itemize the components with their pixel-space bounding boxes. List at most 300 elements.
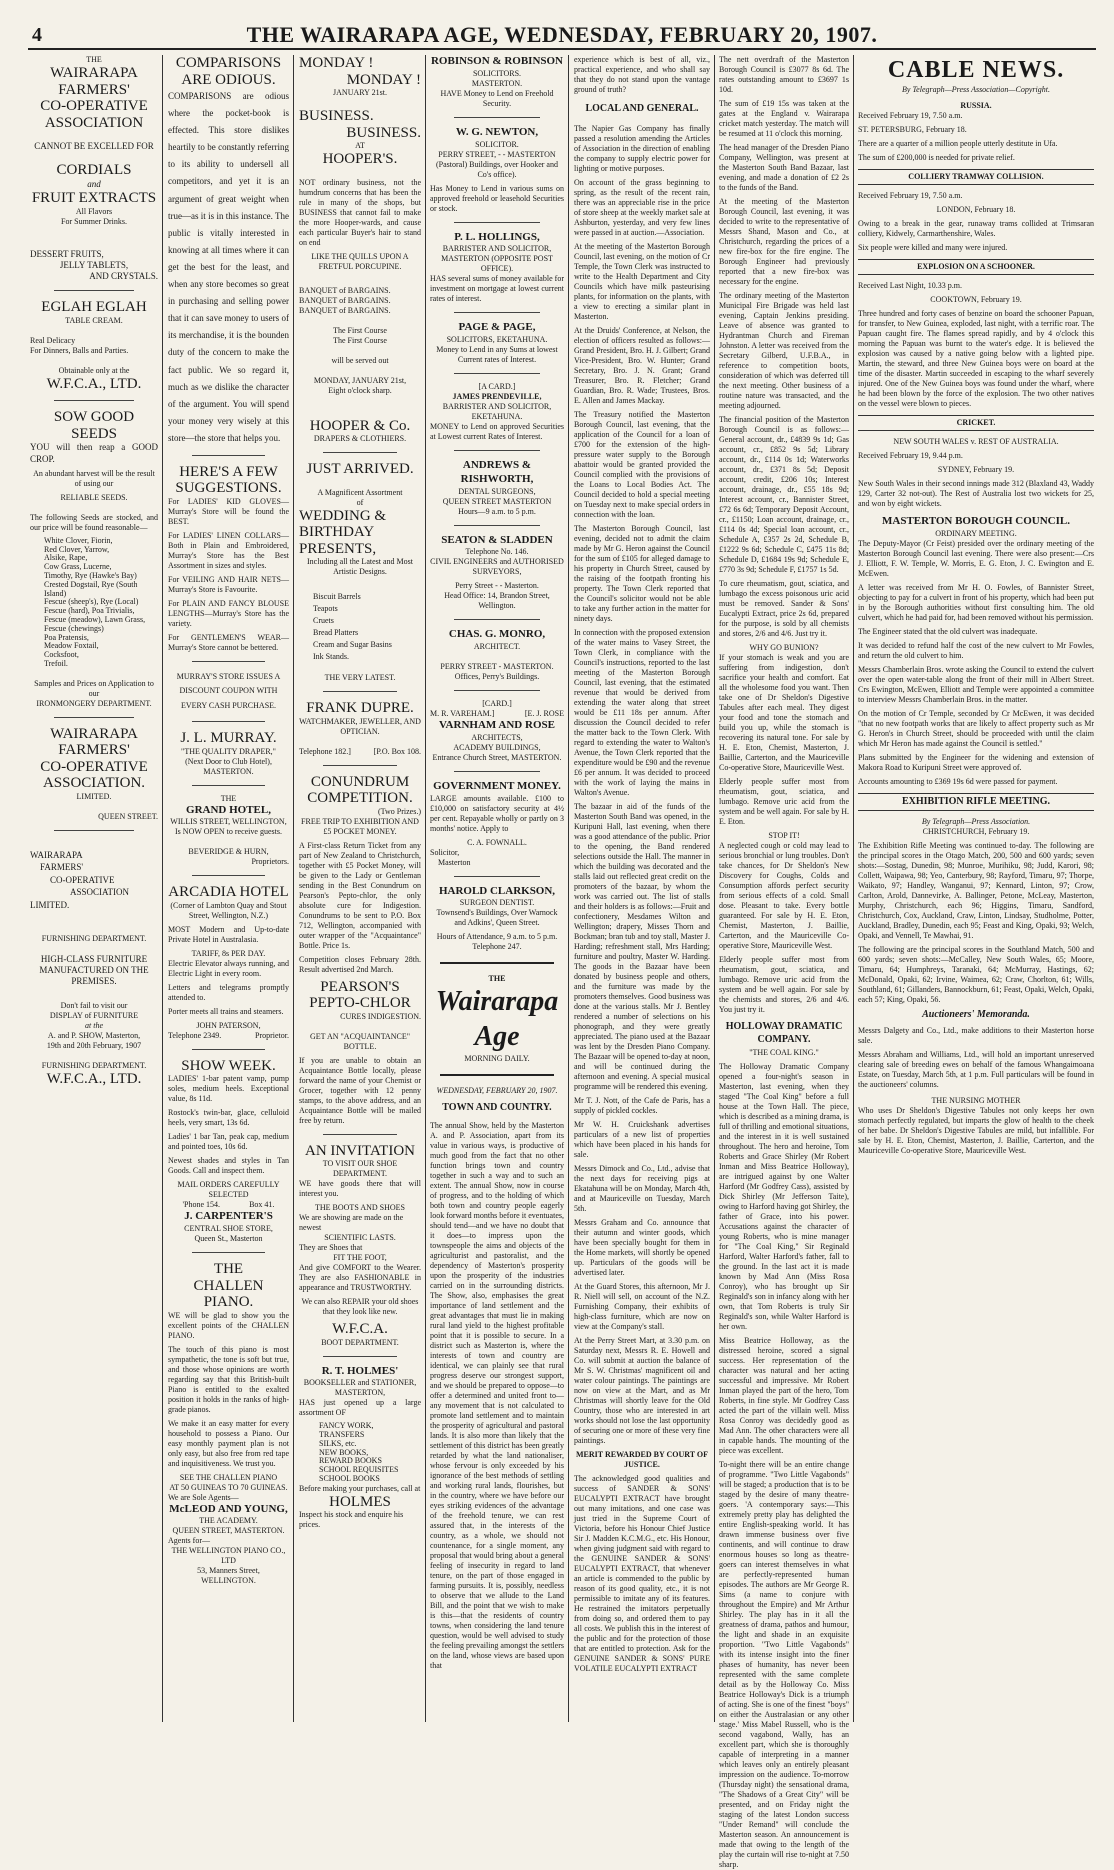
ad-text: Queen St., Masterton: [194, 1234, 263, 1244]
ad-text: HAS just opened up a large assortment OF: [299, 1398, 421, 1418]
article-paragraph: Messrs Abraham and Williams, Ltd., will hold an important unreserved clearing sale of breeding ewes on behalf of the famous Whangaimoana Estate, on Tuesday, March 5th, at 1 p.m. Full particulars will be found in the auctioneers' columns.: [858, 1049, 1094, 1089]
article-paragraph: Six people were killed and many were injured.: [858, 243, 1008, 252]
ad-text: SURGEON DENTIST.: [459, 898, 535, 908]
section-heading: MASTERTON BOROUGH COUNCIL.: [882, 515, 1070, 527]
ad-text: [CARD.]: [482, 699, 512, 708]
ad-heading: ROBINSON & ROBINSON: [430, 55, 564, 67]
ad-text: COMPARISONS are odious where the pocket-book is effected. This store dislikes heartily to be constantly referring to its ability to undersell all competitors, and yet it is an argument of great weight when true—as it is in this instance. The public is vitally interested in knowing at all times where it can get the best for the least, and when any store becomes so great in purchasing and selling power that it can save money to users of its merchandise, it is the bounden duty of the concern to make the fact public. We so regard it, much as we dislike the character of the argument. You will spend your money very wisely at this store—the store that helps you.: [168, 91, 289, 443]
ad-text: YOU will then reap a GOOD CROP.: [30, 442, 158, 464]
article-paragraph: SYDNEY, February 19.: [937, 465, 1015, 474]
ad-heading: BUSINESS.: [346, 124, 421, 141]
ad-text: The First Course: [333, 325, 387, 335]
ad-heading: CHAS. G. MONRO,: [448, 628, 546, 641]
ad-text: Solicitor,: [430, 847, 460, 857]
ad-text: C. A. FOWNALL.: [467, 837, 527, 847]
ad-text: Is NOW OPEN to receive guests.: [175, 827, 282, 837]
column-2: [168, 55, 289, 1722]
ad-text: Before making your purchases, call at: [299, 1483, 421, 1493]
ad-text: THE WELLINGTON PIANO CO., LTD: [171, 1546, 286, 1566]
ad-heading: CO-OPERATIVE: [40, 98, 148, 114]
article-paragraph: The financial position of the Masterton Borough Council is as follows:—General account, dr., £4839 9s 1d; Gas account, cr., £852 9s 5d; Library account, dr., £114 0s 1d; Waterworks account, dr., £371 8s 5d; Deposit account, credit, £206 10s; Interest account, drainage, dr., £55 18s 9d; Interest account, cr., Bannister Street, £72 6s 6d; Temporary Deposit Account, cr., £1150; Loan account, drainage, cr., £114 0s 4d; Special loan account, cr., Schedule A, £357 2s 2d, Schedule B, £1222 9s 6d; Schedule C, £475 11s 8d; Schedule D, £1684 19s 9d; Schedule E, £770 3s 9d; Schedule F, £1757 1s 5d.: [719, 415, 849, 574]
section-heading: EXPLOSION ON A SCHOONER.: [858, 259, 1094, 275]
seed-item: Crested Dogstail, Rye (South Island): [44, 579, 138, 598]
ad-heading: CHALLEN: [193, 1277, 264, 1294]
list-item: SCHOOL REQUISITES: [319, 1465, 399, 1475]
section-heading: MERIT REWARDED BY COURT OF JUSTICE.: [575, 1449, 709, 1469]
list-item: TRANSFERS: [319, 1430, 365, 1440]
ad-text: WILLIS STREET, WELLINGTON,: [170, 817, 287, 827]
ad-text: All Flavors: [75, 206, 113, 216]
ad-heading: FRUIT EXTRACTS: [31, 190, 157, 206]
column-4: [430, 55, 564, 1722]
ad-heading: JUST ARRIVED.: [306, 461, 414, 477]
ad-heading: McLEOD AND YOUNG,: [169, 1502, 288, 1515]
ad-heading: ASSOCIATION.: [42, 775, 146, 792]
article-paragraph: At the Guard Stores, this afternoon, Mr J. R. Niell will sell, on account of the N.Z. Furnishing Company, their exhibits of high-class furniture, which are now on view at the Company's stall.: [574, 1281, 710, 1331]
ad-text: 19th and 20th February, 1907: [46, 1041, 142, 1051]
ad-heading: CONUNDRUM: [310, 773, 410, 790]
ad-heading: J. CARPENTER'S: [184, 1210, 273, 1223]
column-5: [574, 55, 710, 1722]
article-paragraph: On account of the grass beginning to spring, as the result of the recent rain, there was an appreciable rise in the price of store sheep at the weekly market sale at Ashburton, yesterday, and very few lines were passed in at auction.—Association.: [574, 177, 710, 237]
ad-heading: WHY GO BUNION?: [749, 643, 819, 652]
seed-item: Fescue (sheep's), Rye (Local): [44, 597, 139, 607]
article-paragraph: There are a quarter of a million people utterly destitute in Ufa.: [858, 139, 1058, 148]
ad-heading: PAGE & PAGE,: [458, 321, 536, 334]
section-subheading: By Telegraph—Press Association—Copyright.: [902, 85, 1050, 94]
list-item: NEW BOOKS,: [319, 1447, 369, 1457]
ad-text: BANQUET of BARGAINS.: [299, 295, 391, 305]
ad-text: An abundant harvest will be the result of using our: [33, 468, 155, 488]
ad-text: Who uses Dr Sheldon's Digestive Tabules not only keeps her own stomach perfectly regulated, but imparts the glow of health to the cheek of her babe. Dr Sheldon's Digestive Tabules are mild, but infallible. For sale by H. E. Eton, Chemist, Masterton, J. Baillie, Carterton, and the Mauriceville Co-operative Store, Mauriceville West.: [858, 1105, 1094, 1155]
ad-text: TARIFF, 8s PER DAY.: [191, 948, 266, 958]
ad-text: Townsend's Buildings, Over Warnock and Adkins', Queen Street.: [436, 908, 558, 928]
article-paragraph: To cure rheumatism, gout, sciatica, and lumbago the excess poisonous uric acid must be removed. Sander & Sons' Eucalypti Extract, price 2s 6d, prepared for the purpose, is sold by all chemists and stores, 2/6 and 4/6. Just try it.: [719, 579, 849, 638]
ad-text: WATCHMAKER, JEWELLER, AND OPTICIAN.: [299, 716, 421, 736]
column-6: [719, 55, 849, 1869]
column-rule: [425, 55, 426, 1722]
ad-heading: J. L. MURRAY.: [180, 730, 277, 747]
ad-heading: WAIRARAPA: [50, 65, 138, 81]
ad-text: (Two Prizes.): [378, 806, 421, 816]
ad-text: [P.O. Box 108.: [373, 746, 421, 756]
ad-text: Don't fail to visit our: [60, 1001, 128, 1011]
article-paragraph: The Exhibition Rifle Meeting was continued to-day. The following are the principal scores in the Otago Match, 200, 500 and 600 yards; seven shots:—Sostag, Dunedin, 98; Munroe, Murihiku, 98; Judd, Karori, 98; Collett, Waipawa, 98; Yeo, Canterbury, 98; Rayford, Timaru, 97; Thorpe, Waikato, 97; Handley, Wanganui, 97; Kennard, Linton, 97; Crow, Carlton, Arold, Dannevirke, A. Ballinger, Petone, McLeay, Masterton, Murphy, Christchurch, each 96; Higgins, Timaru, Sandford, Christchurch, Cox, Auckland, Craw, Linton, Lindsay, Studholme, Potter, Auckland, Bradley, Dunedin, each 95; Feast and King, Opaki, 93; Welch, Opaki, and Vennell, Te Mawhai, 91.: [858, 841, 1094, 941]
seed-item: Timothy, Rye (Hawke's Bay): [44, 570, 137, 580]
ad-text: QUEEN STREET, MASTERTON.: [172, 1526, 285, 1536]
ad-text: A. and P. SHOW, Masterton,: [47, 1031, 141, 1041]
ad-heading: W. G. NEWTON,: [455, 125, 539, 138]
ad-text: FREE TRIP TO EXHIBITION AND £5 POCKET MONEY.: [301, 816, 419, 836]
article-paragraph: The Treasury notified the Masterton Borough Council, last evening, that the application of the Council for a loan of £700 for the extension of the high-pressure water supply to the Borough abattoir would be granted provided the Council complied with the provisions of the Loans to Local Bodies Act. The Council decided to hold a special meeting on Tuesday next to make special orders in connection with the loan.: [574, 409, 710, 519]
ad-text: SOLICITORS, EKETAHUNA.: [446, 335, 548, 344]
ad-heading: SEATON & SLADDEN: [441, 533, 553, 546]
seed-item: Fescue (meadow), Lawn Grass,: [44, 614, 146, 624]
seed-item: Alsike, Rape,: [44, 553, 88, 563]
ad-heading: STOP IT!: [768, 831, 800, 840]
ad-text: PERRY STREET - MASTERTON.: [440, 662, 554, 671]
ad-text: BOOKSELLER and STATIONER,: [303, 1378, 417, 1388]
section-subheading: By Telegraph—Press Association.: [921, 817, 1031, 827]
ad-text: BARRISTER AND SOLICITOR,: [442, 402, 552, 411]
article-paragraph: A neglected cough or cold may lead to serious bronchial or lung troubles. Don't take chances, for Dr Sheldon's New Discovery for Coughs, Colds and Consumption affords perfect security from serious effects of a cold. Small dose. Pleasant to take. Every bottle guaranteed. For sale by H. E. Eton, Chemist, Masterton, J. Baillie, Carterton, and the Mauriceville Co-operative Store, Mauriceville West.: [719, 841, 849, 950]
section-subheading: ORDINARY MEETING.: [935, 528, 1017, 538]
section-heading: Auctioneers' Memoranda.: [922, 1009, 1030, 1021]
cable-news-heading: CABLE NEWS.: [887, 57, 1065, 83]
ad-text: LADIES' 1-bar patent vamp, pump soles, medium heels. Exceptional value, 8s 11d.: [168, 1074, 289, 1104]
ad-text: AND CRYSTALS.: [89, 271, 158, 281]
ad-text: A First-class Return Ticket from any part of New Zealand to Christchurch, together with £5 Pocket Money, will be given to the Lady or Gentleman sending in the Best Conundrum on Pearson's Pepto-chlor, the only absolute cure for Indigestion. Conundrums to be sent to P.O. Box 712, Wellington, accompanied with outer wrapper of the "Acquaintance" Bottle. Price 1s.: [299, 840, 421, 950]
ad-text: Samples and Prices on Application to our: [34, 678, 154, 698]
ad-text: THE BOOTS AND SHOES: [314, 1203, 405, 1212]
ad-text: CANNOT BE EXCELLED FOR: [34, 141, 154, 151]
ad-text: Telephone 2349.: [168, 1030, 222, 1040]
ad-text: THE: [220, 793, 237, 803]
ad-heading: HOOPER & Co.: [309, 417, 411, 434]
ad-text: MASTERTON.: [203, 766, 254, 776]
ad-text: "THE QUALITY DRAPER,": [181, 746, 276, 756]
ad-text: HIGH-CLASS FURNITURE MANUFACTURED ON THE PREMISES.: [39, 953, 149, 987]
section-heading: LOCAL AND GENERAL.: [585, 103, 699, 114]
list-item: Ink Stands.: [313, 652, 349, 661]
ad-text: We can also REPAIR your old shoes that they look like new.: [301, 1297, 419, 1316]
column-rule: [293, 55, 294, 1722]
ad-text: FIT THE FOOT,: [333, 1253, 387, 1262]
ad-text: HAVE Money to Lend on Freehold Security.: [440, 88, 554, 108]
ad-text: THE VERY LATEST.: [324, 673, 396, 682]
ad-text: If you are unable to obtain an Acquaintance Bottle locally, please forward the name of your Chemist or Grocer, together with 12 penny stamps, to the above address, and an Acquaintance Bottle will be mailed free by return.: [299, 1055, 421, 1125]
ad-text: WE have goods there that will interest you.: [299, 1179, 421, 1198]
article-paragraph: NEW SOUTH WALES v. REST OF AUSTRALIA.: [893, 437, 1059, 446]
ad-text: The touch of this piano is most sympathetic, the tone is soft but true, and those whose opinions are worth regarding say that this British-built Piano is entitled to the exalted position it holds in the ranks of high-grade pianos.: [168, 1344, 289, 1414]
ad-heading: MONDAY !: [346, 71, 421, 88]
ad-text: JANUARY 21st.: [333, 88, 387, 97]
ad-text: LARGE amounts available. £100 to £10,000 on satisfactory security at 4½ per cent. Repayable wholly or partly on 3 months' notice. Apply to: [430, 793, 564, 833]
ad-heading: EGLAH EGLAH: [41, 299, 147, 316]
ad-text: Inspect his stock and enquire his prices.: [299, 1510, 404, 1530]
ad-text: IRONMONGERY DEPARTMENT.: [36, 698, 152, 708]
ad-heading: PEPTO-CHLOR: [309, 995, 411, 1011]
newspaper-nameplate: Wairarapa Age: [435, 986, 559, 1053]
ad-text: For GENTLEMEN'S WEAR—Murray's Store cannot be bettered.: [168, 632, 289, 652]
ad-text: GET AN "ACQUAINTANCE" BOTTLE.: [310, 1031, 410, 1051]
column-rule: [714, 55, 715, 1722]
article-paragraph: Three hundred and forty cases of benzine on board the schooner Papuan, for transfer, to New Guinea, exploded, last night, with a terrific roar. The Papuan caught fire. The flames spread rapidly, and by 4 o'clock this morning the Papuan was burnt to the water's edge. It is believed the explosion was caused by a native going below with a lighted pipe. Martin, the steward, and three New Guinea boys were on board at the time of the disaster. Martin succeeded in escaping to the wharf severely injured. One of the New Guinea boys was found under the wharf, where he had been blown by the force of the explosion. The two other natives on the vessel were blown to pieces.: [858, 309, 1094, 408]
ad-text: Competition closes February 28th. Result advertised 2nd March.: [299, 954, 421, 974]
ad-heading: HOOPER'S.: [322, 151, 398, 167]
ad-heading: PIANO.: [203, 1294, 254, 1311]
seed-item: White Clover, Fiorin,: [44, 535, 113, 545]
article-paragraph: Mr W. H. Cruickshank advertises particulars of a new list of properties which have been placed in his hands for sale.: [574, 1119, 710, 1159]
article-paragraph: Received February 19, 7.50 a.m.: [858, 111, 963, 120]
seed-item: Cocksfoot,: [44, 650, 79, 660]
ad-text: FURNISHING DEPARTMENT.: [41, 933, 147, 943]
ad-text: DISPLAY of FURNITURE: [49, 1011, 139, 1021]
ad-text: TABLE CREAM.: [65, 315, 123, 325]
list-item: Bread Platters: [313, 628, 359, 637]
logo-text: FARMERS': [40, 862, 83, 873]
ad-text: Ladies' 1 bar Tan, peak cap, medium and pointed toes, 10s 6d.: [168, 1132, 289, 1152]
ad-text: ARCHITECTS,: [471, 732, 523, 742]
article-paragraph: LONDON, February 18.: [936, 205, 1016, 214]
column-1: [30, 55, 158, 1722]
ad-heading: W.F.C.A.: [332, 1321, 388, 1337]
article-paragraph: Elderly people suffer most from rheumatism, gout, sciatica, and lumbago. Remove uric acid from the system and be well again. For sale by H. E. Eton.: [719, 777, 849, 826]
ad-text: MURRAY'S STORE ISSUES A DISCOUNT COUPON WITH EVERY CASH PURCHASE.: [176, 671, 281, 710]
ad-heading: CO-OPERATIVE: [40, 758, 148, 775]
logo-text: ASSOCIATION: [70, 887, 130, 898]
ad-text: Money to Lend in any Sums at lowest Current rates of Interest.: [436, 345, 558, 364]
ad-text: BANQUET of BARGAINS.: [299, 305, 391, 315]
seed-item: Fescue (chewings): [44, 623, 104, 633]
ad-text: [E. J. ROSE: [524, 709, 564, 718]
list-item: REWARD BOOKS: [319, 1456, 382, 1466]
column-rule: [853, 55, 854, 1722]
article-paragraph: New South Wales in their second innings made 312 (Blaxland 43, Waddy 129, Carter 32 not-out). The Rest of Australia lost two wickets for 25, and won by eight wickets.: [858, 479, 1094, 508]
article-paragraph: The bazaar in aid of the funds of the Masterton South Band was opened, in the Kuripuni Hall, last evening, when there was a good attendance of the public. Prior to the opening, the Band rendered selections outside the Hall. The manner in which the building was decorated and the stalls laid out reflected great credit on the promoters of the bazaar, by whom the work was carried out. The list of stalls and their holders is as follows:—Fruit and confectionery, Mesdames Wilton and Wellington; drapery, Misses Thorn and Bockman; bran tub and toy stall, Master J. Harding; refreshment stall, Mrs Harding; furniture and poultry, Master W. Harding. The goods in the Bazaar have been donated by business people and others, and the furniture was made by the promoters themselves. Good business was done at the various stalls. Mr J. Bentley rendered a number of selections on his phonograph, and they were greatly appreciated. The piano used at the Bazaar was lent by the Dresden Piano Company. The Bazaar will be opened to-day at noon, and will be continued during the afternoon and evening. A special musical programme will be rendered this evening.: [574, 801, 710, 1091]
article-paragraph: experience which is best of all, viz., practical experience, and who shall say that they do not stand upon the vantage ground of truth?: [574, 55, 710, 94]
wfca-logo: [30, 849, 158, 912]
ad-heading: ANDREWS & RISHWORTH,: [460, 459, 534, 485]
column-rule: [568, 55, 569, 1722]
ad-text: Porter meets all trains and steamers.: [168, 1006, 284, 1016]
ad-text: and: [87, 178, 101, 189]
ad-heading: HOLMES: [329, 1493, 391, 1510]
article-paragraph: In connection with the proposed extension of the water mains to Vasey Street, the Town Clerk, in compliance with the Council's instructions, reported to the last meeting of the Masterton Borough Council, last evening, that the estimated revenue that would be derived from extending the water along that street would be £11 18s per annum. After discussion the Council decided to refer the matter back to the Town Clerk. With regard to extending the water to Walton's Avenue, the Town Clerk reported that the expenditure would be £90 and the revenue £6 per annum. It was decided to proceed with the work of laying the mains in Walton's Avenue.: [574, 627, 710, 797]
article-paragraph: Owing to a break in the gear, runaway trams collided at Trimsaran colliery, Kidwely, Carmarthenshire, Wales.: [858, 219, 1094, 238]
article-paragraph: The acknowledged good qualities and success of SANDER & SONS' EUCALYPTI EXTRACT have brought out many imitations, and one case was just tried in the Supreme Court of Victoria, before his Honour Chief Justice Sir J. Madden K.C.M.G., etc. His Honour, when giving judgment said with regard to the GENUINE SANDER & SONS' EUCALYPTI EXTRACT, that whenever an article is commended to the public by reason of its good quality, etc., it is not permissible to imitate any of its features. He restrained the imitators perpetually from doing so, and ordered them to pay all costs. We publish this in the interest of the public and for the protection of those that are entitled to protection. Ask for the GENUINE SANDER & SONS' PURE VOLATILE EUCALYPTI EXTRACT: [574, 1473, 710, 1673]
article-paragraph: The nett overdraft of the Masterton Borough Council is £3077 8s 6d. The rates outstanding amount to £3697 1s 10d.: [719, 55, 849, 94]
ad-text: For VEILING AND HAIR NETS—Murray's Store is Favourite.: [168, 574, 289, 594]
ad-text: For PLAIN AND FANCY BLOUSE LENGTHS—Murray's Store has the variety.: [168, 598, 289, 628]
ad-heading: COMPARISONS ARE ODIOUS.: [175, 55, 282, 88]
ad-heading: VARNHAM AND ROSE: [439, 719, 555, 731]
article-paragraph: On the motion of Cr Temple, seconded by Cr McEwen, it was decided "that no new footpath works that are likely to affect property such as Mr G. Heron's in Church Street, should be proceeded with until the claim which Mr Heron has made against the Council is settled.": [858, 708, 1094, 748]
ad-heading: HAROLD CLARKSON,: [438, 884, 556, 897]
ad-text: THE ACADEMY.: [199, 1516, 258, 1526]
list-item: Biscuit Barrels: [313, 592, 361, 601]
ad-heading: SHOW WEEK.: [181, 1057, 276, 1074]
article-paragraph: The sum of £19 15s was taken at the gates at the England v. Wairarapa cricket match yesterday. The match will be resumed at 11 o'clock this morning.: [719, 99, 849, 138]
ad-heading: WAIRARAPA: [50, 725, 138, 742]
article-paragraph: The Napier Gas Company has finally passed a resolution amending the Articles of Association in the direction of enabling the company to supply electric power for lighting or motive purposes.: [574, 123, 710, 173]
logo-text: WAIRARAPA: [30, 849, 83, 860]
ad-heading: SOW GOOD SEEDS: [53, 409, 135, 442]
ad-heading: ARCADIA HOTEL: [168, 884, 289, 901]
ad-heading: FARMERS': [58, 742, 130, 759]
ad-text: Including all the Latest and Most Artistic Designs.: [307, 557, 413, 576]
ad-heading: CORDIALS: [56, 162, 132, 179]
ad-text: BARRISTER AND SOLICITOR,: [442, 244, 552, 254]
ad-heading: MONDAY !: [299, 55, 374, 71]
ad-text: Hours of Attendance, 9 a.m. to 5 p.m. Telephone 247.: [436, 932, 558, 952]
ad-text: Electric Elevator always running, and Electric Light in every room.: [168, 958, 289, 978]
list-item: SCHOOL BOOKS: [319, 1474, 380, 1484]
page-number: 4: [32, 24, 42, 46]
ad-text: SOLICITOR.: [475, 139, 519, 149]
article-paragraph: The following are the principal scores in the Southland Match, 500 and 600 yards; seven shots:—McCalley, New South Wales, 65; Moore, Timaru, 64; Humphreys, Taranaki, 64; McMurray, Hastings, 62; McDonald, Opaki, 62; Irvine, Waimea, 62; Craw, Chorlton, 61; Wills, Southland, 61; Gillanders, Bannockburn, 61; Feast, Opaki, Welch, Opaki, each 57; King, Opaki, 56.: [858, 945, 1094, 1005]
ad-text: (Next Door to Club Hotel),: [185, 756, 272, 766]
ad-text: Telephone No. 146.: [465, 547, 529, 557]
article-paragraph: Messrs Graham and Co. announce that their autumn and winter goods, which have been specially bought for them in the Home markets, will shortly be opened up. Particulars of the goods will be advertised later.: [574, 1217, 710, 1277]
ad-text: Box 41.: [249, 1200, 275, 1210]
article-paragraph: The annual Show, held by the Masterton A. and P. Association, apart from its value in various ways, is productive of much good from the fact that no other function brings town and country together in such a way and to such an extent. The annual Show, now in course of progress, and to the holding of which both town and country people eagerly look forward months before it eventuates, should tend—and we have no doubt that it does—to impress upon the townspeople the aims and objects of the agriculturist and pastoralist, and the dependency of Masterton's prosperity upon the prosperity of the industries carried on in the surrounding districts. The Show, also, emphasises the great importance of land settlement and the great advantages that must lie in making rural land yield to the highest profitable point that it is possible to secure. In a district such as Masterton is, where the interests of town and country are identical, we can plainly see that rural progress deserve our strongest support, and we should be prepared to oppose—to offer a determined and united front to—any movement that is not calculated to promote land settlement and to maintain the prosperity of agricultural and pastoral lands. It is also more than likely that the settlement of this district has been greatly retarded by what the land nationaliser, whose fervour is only exceeded by his ignorance of the best methods of settling and working rural lands, flourishes, but in the country, where we have before our eyes striking evidences of the advantage of the freehold tenure, we can rest assured that, in the interests of the country, as a whole, we should not countenance, for a single moment, any proposal that would bring about a general feeling of insecurity in regard to land tenure, on the part of those engaged in farming pursuits. It is, possibly, needless to observe that we allude to the Land Bill, and the point that we wish to make is this—that the residents of country towns, when considering the land tenure question, would be well advised to study the feeling prevailing amongst the settlers on the land, whose views are based upon that: [430, 1120, 564, 1670]
ad-text: Agents for—: [168, 1536, 210, 1546]
ad-heading: GOVERNMENT MONEY.: [433, 779, 561, 792]
ad-text: A Magnificent Assortment: [317, 487, 403, 497]
ad-heading: THE: [86, 55, 102, 64]
ad-text: SEE THE CHALLEN PIANO: [179, 1472, 278, 1482]
ad-heading: ASSOCIATION: [44, 114, 144, 131]
seed-item: Meadow Foxtail,: [44, 641, 99, 651]
article-paragraph: The sum of £200,000 is needed for private relief.: [858, 153, 1015, 162]
ad-text: DRAPERS & CLOTHIERS.: [313, 434, 407, 443]
newspaper-label: THE: [488, 974, 506, 984]
ad-text: SCIENTIFIC LASTS.: [324, 1233, 396, 1242]
ad-text: Hours—9 a.m. to 5 p.m.: [458, 506, 536, 516]
ad-text: The following Seeds are stocked, and our price will be found reasonable—: [30, 512, 158, 532]
article-paragraph: It was decided to refund half the cost of the new culvert to Mr Fowles, and return the old culvert to him.: [858, 640, 1094, 660]
ad-text: AT 50 GUINEAS TO 70 GUINEAS.: [169, 1482, 288, 1492]
ad-text: For LADIES' KID GLOVES—Murray's Store will be found the BEST.: [168, 496, 289, 526]
ad-text: For Summer Drinks.: [61, 216, 127, 226]
article-paragraph: The ordinary meeting of the Masterton Municipal Fire Brigade was held last evening, Captain Jenkins presiding. Leave of absence was granted to Hydrantman Church and Fireman Johnston. A letter was received from the Secretary Gilberd, U.F.B.A., in reference to competition boots, consideration of which was deferred till the next meeting. Other business of a routine nature was transacted, and the meeting adjourned.: [719, 291, 849, 410]
article-paragraph: The Holloway Dramatic Company opened a four-night's season in Masterton, last evening, when they staged "The Coal King" before a full house at the Town Hall. The piece, which is described as a mining drama, is full of thrilling and emotional situations, and the interest in it is well sustained throughout. The hero and heroine, Tom Roberts and Grace Shirley (Mr Robert Inman and Miss Beatrice Holloway), are intrigued against by one Walter Harford (Mr Godfrey Cass), assisted by Dick Shirley (Mr Jefferson Taite), owing to Harford having got Shirley, the father of Grace, into his power. Accusations against the character of young Roberts, who is mine manager for "The Coal King," Sir Reginald Harford, Walter Harford's father, fall to the ground. In the last act it is made known by Mad Ann (Miss Rosa Conroy), who has brought up Sir Reginald's son in infancy along with her own, that Tom Roberts is truly Sir Reginald's son, while Walter Harford is her own.: [719, 1062, 849, 1331]
section-heading: CRICKET.: [858, 415, 1094, 431]
ad-text: FURNISHING DEPARTMENT.: [41, 1061, 147, 1071]
ad-text: Telephone 182.]: [299, 746, 351, 756]
ad-text: Eight o'clock sharp.: [328, 385, 392, 395]
ad-text: Letters and telegrams promptly attended to.: [168, 982, 289, 1002]
ad-text: DESSERT FRUITS,: [30, 248, 104, 259]
list-item: Cruets: [313, 616, 334, 625]
logo-text: CO-OPERATIVE: [50, 874, 115, 885]
ad-text: TO VISIT OUR SHOE DEPARTMENT.: [322, 1159, 398, 1178]
ad-text: JOHN PATERSON,: [196, 1020, 261, 1030]
ad-text: Masterton: [438, 857, 471, 867]
ad-text: BOOT DEPARTMENT.: [321, 1337, 399, 1347]
ad-text: And give COMFORT to the Wearer. They are also FASHIONABLE in appearance and TRUSTWORTHY.: [299, 1263, 421, 1292]
ad-text: Real Delicacy: [30, 335, 76, 345]
ad-text: We are Sole Agents—: [168, 1492, 239, 1502]
article-paragraph: COOKTOWN, February 19.: [930, 295, 1022, 304]
section-subheading: "THE COAL KING.": [749, 1048, 819, 1057]
ad-text: LIKE THE QUILLS UPON A FRETFUL PORCUPINE.: [311, 251, 409, 271]
ad-text: CENTRAL SHOE STORE,: [184, 1224, 273, 1234]
article-paragraph: If your stomach is weak and you are suffering from indigestion, don't sacrifice your health and comfort. Eat all the wholesome food you want. Then take one of Dr Sheldon's Digestive Tabules after each meal. They digest your food and tone the stomach and build you up, while the stomach is recovering its natural tone. For sale by H. E. Eton, Chemist, Masterton, J. Baillie, Carterton, and the Mauriceville Co-operative Store, Mauriceville West.: [719, 653, 849, 772]
ad-text: Entrance Church Street, MASTERTON.: [432, 752, 562, 762]
ad-text: NOT ordinary business, not the humdrum concerns that has been the rule in many of the shops, but BUSINESS that cannot fail to make the more Hooper-wards, and cause each particular Buyer's hair to stand on end: [299, 177, 421, 247]
ad-text: AT: [355, 141, 365, 150]
article-paragraph: At the meeting of the Masterton Borough Council, last evening, it was decided to write to the representative of Messrs Shand, Mason and Co., at Christchurch, regarding the prices of a new fire-box for the fire engine. The Borough Engineer had previously reported that a new fire-box was necessary for the engine.: [719, 197, 849, 286]
ad-text: SOLICITORS.: [472, 68, 522, 78]
list-item: Cream and Sugar Basins: [313, 640, 392, 649]
article-paragraph: Miss Beatrice Holloway, as the distressed heroine, scored a signal success. Her representation of the character was natural and her acting successful and impressive. Mr Robert Inman played the part of the hero, Tom Roberts, in fine style. Mr Godfrey Cass acted the part of the villain well. Miss Rosa Conroy was decidedly good as Mad Ann. The other characters were all in capable hands. The mounting of the piece was excellent.: [719, 1336, 849, 1455]
ad-heading: THE NURSING MOTHER: [931, 1095, 1021, 1105]
ad-heading: WEDDING & BIRTHDAY PRESENTS,: [299, 507, 387, 557]
masthead: [28, 22, 1096, 50]
ad-heading: W.F.C.A., LTD.: [46, 1071, 142, 1088]
ad-text: Offices, Perry's Buildings.: [454, 672, 540, 681]
article-paragraph: At the Druids' Conference, at Nelson, the election of officers resulted as follows:—Grand President, Bro. H. J. Gilbert; Grand Vice-President, Bro. W. Hunter; Grand Secretary, Bro. J. N. Grant; Grand Treasurer, Bro. R. Fletcher; Grand Guardian, Bro. R. Wade; Trustees, Bros. E. Allen and James Mackay.: [574, 325, 710, 405]
ad-text: Newest shades and styles in Tan Goods. Call and inspect them.: [168, 1156, 289, 1176]
ad-text: EKETAHUNA.: [471, 412, 523, 421]
dateline: WEDNESDAY, FEBRUARY 20, 1907.: [436, 1086, 558, 1096]
ad-heading: GRAND HOTEL,: [186, 803, 271, 816]
article-paragraph: The head manager of the Dresden Piano Company, Wellington, was present at the Masterton South Band Bazaar, last evening, and made a donation of £2 2s to the funds of the Band.: [719, 143, 849, 192]
logo-text: LIMITED.: [30, 900, 70, 911]
ad-text: CIVIL ENGINEERS and AUTHORISED SURVEYORS,: [430, 557, 564, 577]
column-rule: [162, 55, 163, 1722]
ad-heading: FARMERS': [58, 81, 130, 98]
ad-text: Obtainable only at the: [58, 365, 130, 375]
article-paragraph: ST. PETERSBURG, February 18.: [858, 125, 967, 134]
article-paragraph: CHRISTCHURCH, February 19.: [922, 827, 1030, 837]
masthead-title: THE WAIRARAPA AGE, WEDNESDAY, FEBRUARY 20, 1907.: [246, 22, 878, 47]
ad-text: will be served out: [331, 355, 389, 365]
ad-text: Proprietor.: [255, 1030, 289, 1040]
seed-item: Poa Pratensis,: [44, 632, 89, 642]
ad-text: WE will be glad to show you the excellent points of the CHALLEN PIANO.: [168, 1310, 289, 1340]
article-paragraph: Received Last Night, 10.33 p.m.: [858, 281, 962, 290]
ad-text: Proprietors.: [251, 857, 289, 867]
ad-text: WELLINGTON.: [201, 1576, 256, 1586]
article-paragraph: A letter was received from Mr H. O. Fowles, of Bannister Street, objecting to pay for a culvert in front of his property, which had been put in by the Borough authorities without first consulting him. The old culvert, which he had paid for, had been removed without his permission.: [858, 582, 1094, 622]
article-paragraph: Messrs Dalgety and Co., Ltd., make additions to their Masterton horse sale.: [858, 1025, 1094, 1045]
ad-heading: P. L. HOLLINGS,: [454, 230, 540, 243]
section-heading: TOWN AND COUNTRY.: [442, 1102, 552, 1114]
section-heading: COLLIERY TRAMWAY COLLISION.: [858, 169, 1094, 185]
ad-text: Rostock's twin-bar, glace, celluloid heels, very smart, 13s 6d.: [168, 1108, 289, 1128]
ad-text: of: [356, 497, 364, 507]
article-paragraph: At the Perry Street Mart, at 3.30 p.m. on Saturday next, Messrs R. E. Howell and Co. will submit at auction the balance of Mr S. W. Christmas' magnificent oil and water colour paintings. The paintings are now on view at the Mart, and as Mr Christmas will shortly leave for the Old Country, those who are interested in art works should not lose the last opportunity of securing one or more of these very fine paintings.: [574, 1335, 710, 1445]
ad-heading: HERE'S A FEW SUGGESTIONS.: [175, 463, 282, 497]
ad-text: MASTERTON.: [471, 78, 523, 88]
ad-text: 53, Manners Street,: [197, 1566, 260, 1576]
ad-text: M. R. VAREHAM.]: [430, 709, 495, 718]
ad-text: BANQUET of BARGAINS.: [299, 285, 391, 295]
ad-heading: AN INVITATION: [304, 1142, 416, 1159]
ad-text: (Corner of Lambton Quay and Stout Street, Wellington, N.Z.): [170, 900, 287, 920]
ad-text: MASTERTON,: [334, 1388, 386, 1398]
ad-text: 'Phone 154.: [182, 1200, 220, 1210]
ad-text: JELLY TABLETS,: [59, 259, 129, 270]
ad-heading: THE: [213, 1261, 244, 1278]
ad-text: (Pastoral) Buildings, over Hooker and Co's office).: [436, 159, 558, 179]
newspaper-label: MORNING DAILY.: [464, 1054, 530, 1064]
article-paragraph: Mr T. J. Nott, of the Cafe de Paris, has a supply of pickled cockles.: [574, 1095, 710, 1115]
ad-text: ARCHITECT.: [473, 642, 521, 651]
column-7: [858, 55, 1094, 1722]
column-3: [299, 55, 421, 1722]
ad-text: Head Office: 14, Brandon Street, Wellington.: [444, 591, 550, 611]
ad-text: at the: [85, 1021, 103, 1031]
article-paragraph: Messrs Chamberlain Bros. wrote asking the Council to extend the culvert over the open water-table along the front of their mill in Albert Street. Crs Ewington, McEwen, Elliott and Temple were appointed a committee to interview Messrs Chamberlain Bros. in the matter.: [858, 664, 1094, 704]
ad-text: CURES INDIGESTION.: [340, 1011, 421, 1021]
ad-text: DENTAL SURGEONS,: [458, 486, 536, 496]
ad-text: ACADEMY BUILDINGS,: [453, 742, 541, 752]
ad-text: BEVERIDGE & HURN,: [188, 847, 269, 857]
section-heading: HOLLOWAY DRAMATIC COMPANY.: [725, 1021, 843, 1045]
ad-heading: FRANK DUPRE.: [306, 700, 414, 716]
article-paragraph: At the meeting of the Masterton Borough Council, last evening, on the motion of Cr Temple, the Town Clerk was instructed to write to the Health Department and City Councils which have milk pasteurising plants, for information on the plants, with a view to erecting a similar plant in Masterton.: [574, 241, 710, 321]
list-item: Teapots: [313, 604, 338, 613]
ad-text: RELIABLE SEEDS.: [60, 492, 128, 502]
ad-text: The First Course: [333, 335, 387, 345]
ad-text: They are Shoes that: [299, 1243, 363, 1252]
ad-heading: PEARSON'S: [320, 978, 400, 995]
ad-text: For LADIES' LINEN COLLARS—Both in Plain and Embroidered, Murray's Store has the Best Assortment in sizes and styles.: [168, 530, 289, 570]
